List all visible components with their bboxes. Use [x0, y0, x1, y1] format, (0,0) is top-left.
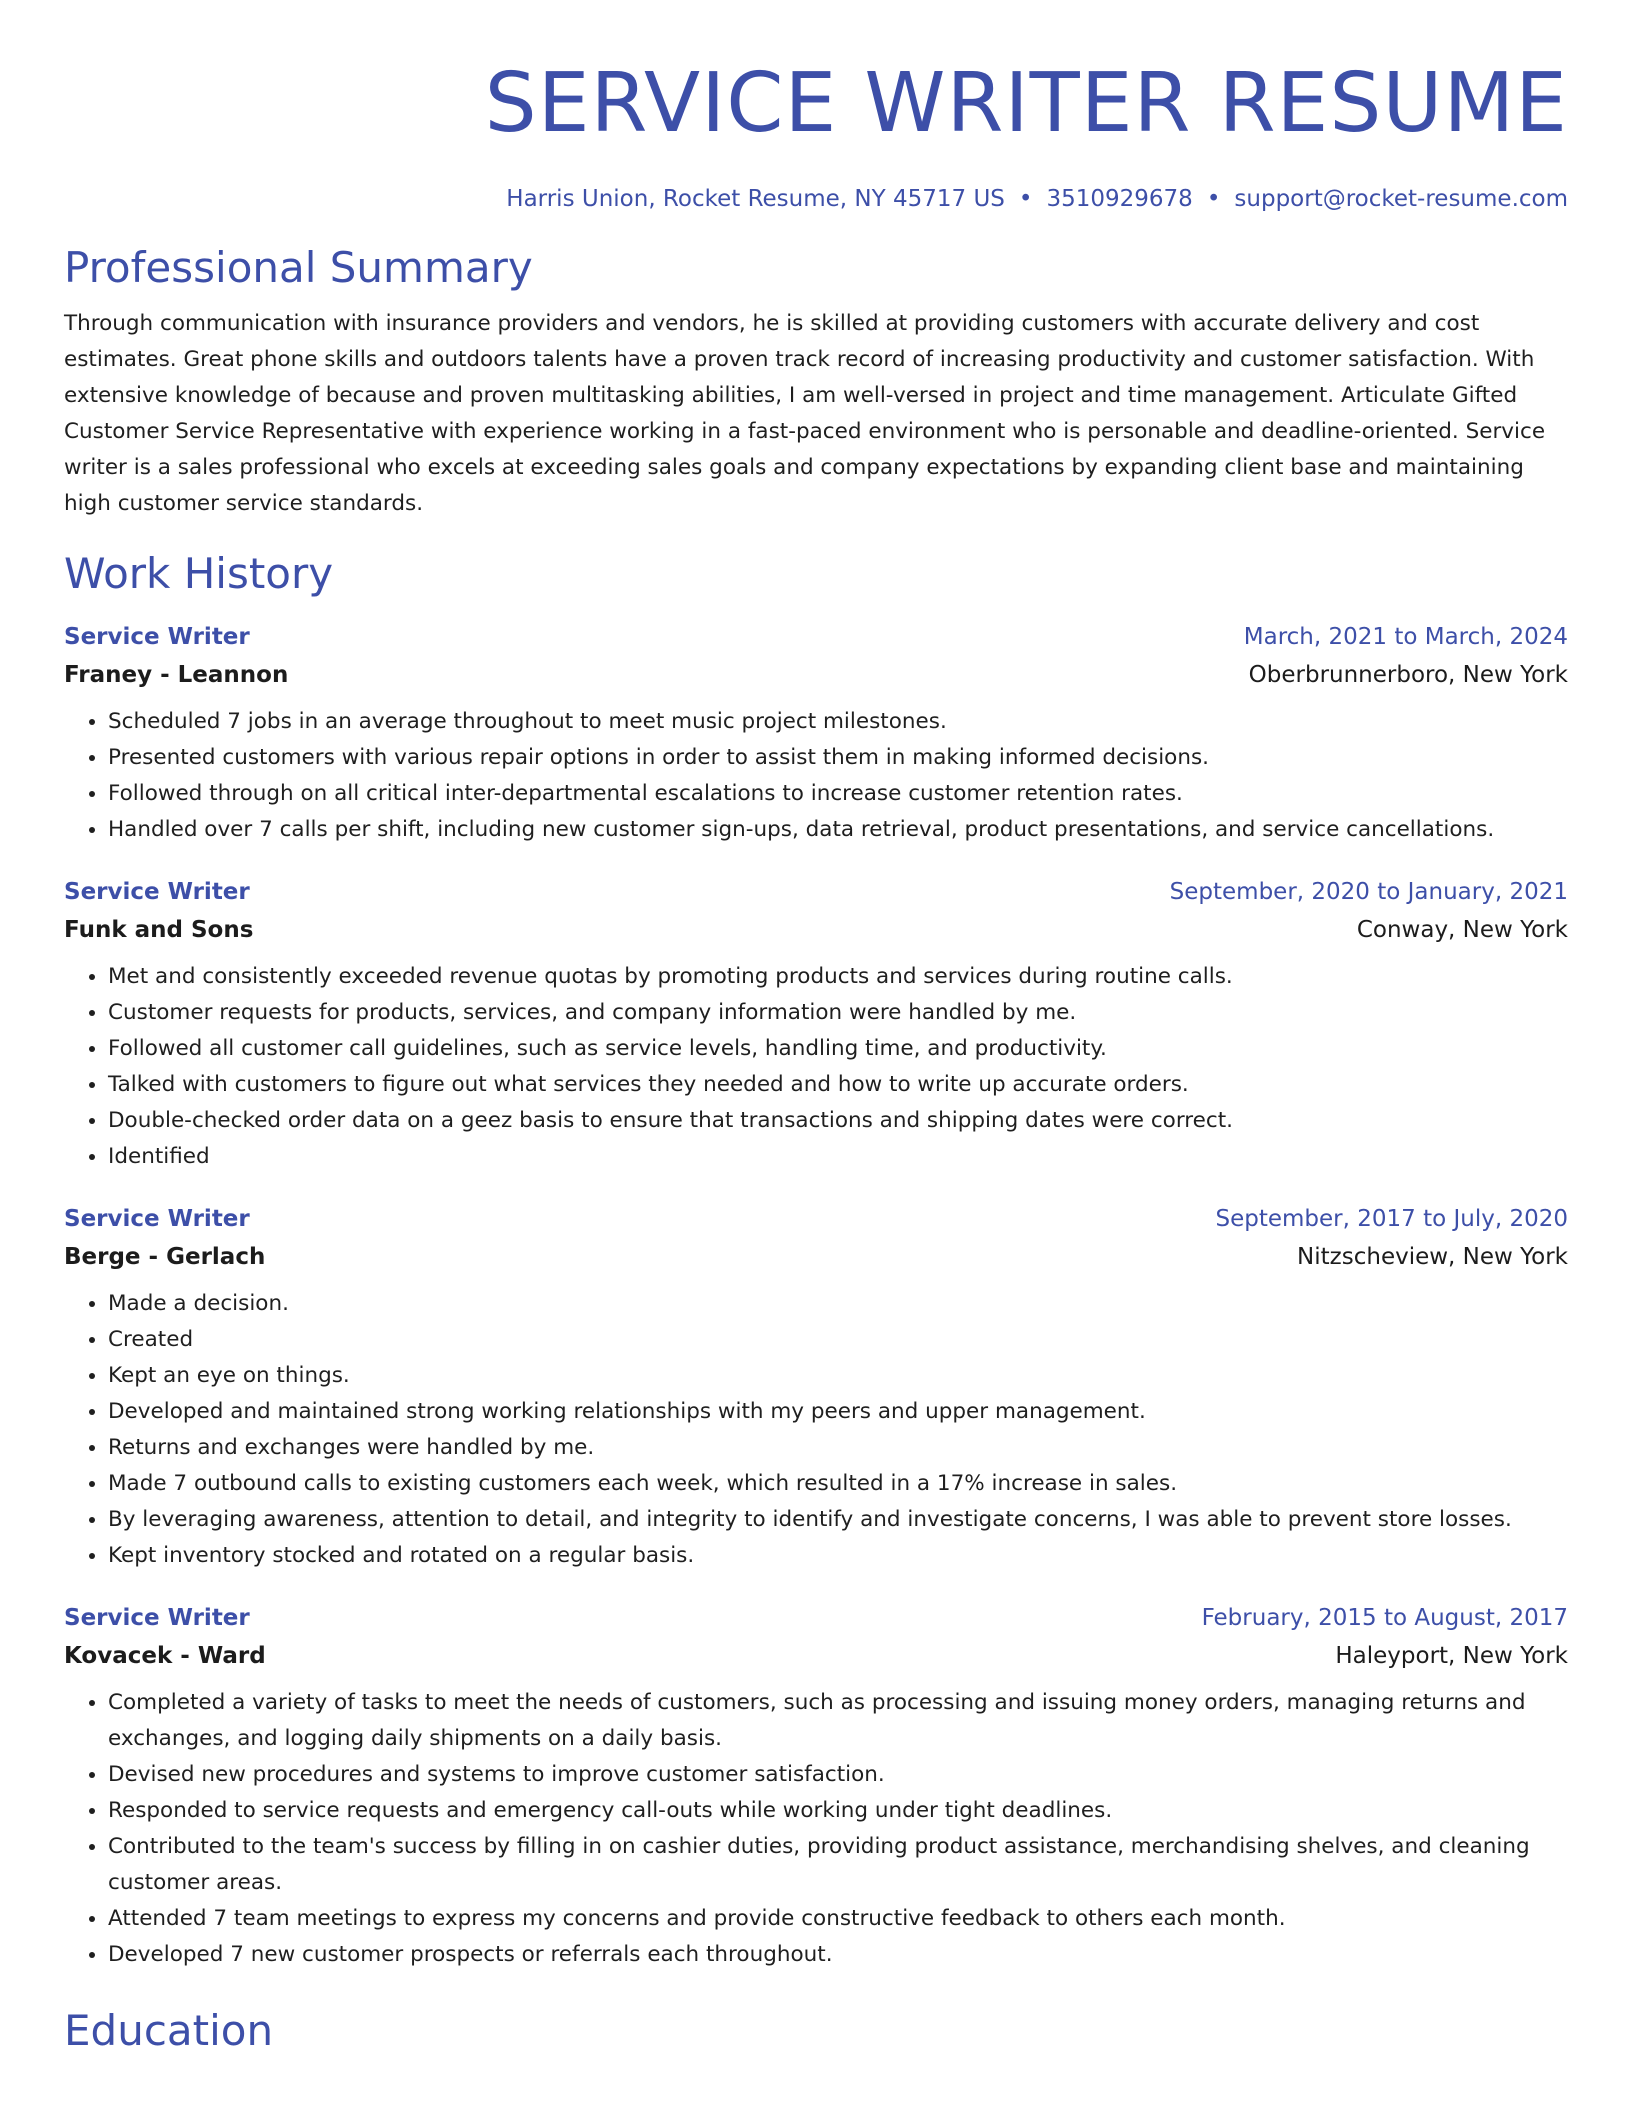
job-bullet-item: • Developed and maintained strong working relationships with my peers and upper management.	[108, 1394, 1568, 1430]
job-location: Conway, New York	[1356, 917, 1568, 943]
job-bullet-item: • Kept inventory stocked and rotated on a regular basis.	[108, 1538, 1568, 1574]
job-bullet-item: • Followed all customer call guidelines, such as service levels, handling time, and productivity.	[108, 1031, 1568, 1067]
job-bullet-item: • Customer requests for products, services, and company information were handled by me.	[108, 995, 1568, 1031]
job-bullets	[64, 959, 1568, 1175]
job-bullets	[64, 1286, 1568, 1574]
separator-dot: •	[1206, 186, 1221, 212]
job-bullet-item: • Met and consistently exceeded revenue quotas by promoting products and services during routine calls.	[108, 959, 1568, 995]
resume-title: SERVICE WRITER RESUME	[484, 56, 1568, 151]
job-bullet-item: • Developed 7 new customer prospects or referrals each throughout.	[108, 1937, 1568, 1973]
job-entry	[64, 1601, 1568, 1973]
job-company: Franey - Leannon	[64, 662, 289, 688]
job-bullet-item: • Devised new procedures and systems to improve customer satisfaction.	[108, 1757, 1568, 1793]
job-role: Service Writer	[64, 879, 250, 905]
job-role: Service Writer	[64, 1206, 250, 1232]
contact-address: Harris Union, Rocket Resume, NY 45717 US	[506, 186, 1005, 212]
job-bullet-item: • Identified	[108, 1139, 1568, 1175]
job-bullet-item: • Contributed to the team's success by filling in on cashier duties, providing product assistance, merchandising shelves, and cleaning customer areas.	[108, 1829, 1568, 1901]
job-bullets	[64, 1685, 1568, 1973]
contact-email[interactable]: support@rocket-resume.com	[1234, 186, 1568, 212]
job-bullet-item: • Made a decision.	[108, 1286, 1568, 1322]
job-company: Funk and Sons	[64, 917, 254, 943]
resume-page	[64, 0, 1568, 2057]
job-bullet-item: • Returns and exchanges were handled by me.	[108, 1430, 1568, 1466]
job-entry	[64, 875, 1568, 1175]
job-role: Service Writer	[64, 1605, 250, 1631]
job-role: Service Writer	[64, 624, 250, 650]
job-company-row	[64, 1240, 1568, 1274]
work-history-list	[64, 620, 1568, 1973]
job-entry	[64, 620, 1568, 848]
job-company-row	[64, 1639, 1568, 1673]
job-bullet-item: • Completed a variety of tasks to meet the needs of customers, such as processing and issuing money orders, managing returns and exchanges, and logging daily shipments on a daily basis.	[108, 1685, 1568, 1757]
job-company-row	[64, 913, 1568, 947]
job-bullet-item: • Presented customers with various repair options in order to assist them in making informed decisions.	[108, 740, 1568, 776]
job-location: Nitzscheview, New York	[1297, 1244, 1568, 1270]
contact-line	[64, 184, 1568, 214]
job-dates: September, 2017 to July, 2020	[1215, 1206, 1568, 1232]
job-bullet-item: • Scheduled 7 jobs in an average throughout to meet music project milestones.	[108, 704, 1568, 740]
education-heading: Education	[64, 2006, 274, 2055]
job-entry	[64, 1202, 1568, 1574]
job-bullet-item: • Created	[108, 1322, 1568, 1358]
job-bullet-item: • Made 7 outbound calls to existing customers each week, which resulted in a 17% increase in sales.	[108, 1466, 1568, 1502]
job-header-row	[64, 1601, 1568, 1635]
summary-heading: Professional Summary	[64, 243, 533, 292]
job-bullet-item: • Followed through on all critical inter-departmental escalations to increase customer retention rates.	[108, 776, 1568, 812]
job-bullet-item: • Talked with customers to figure out what services they needed and how to write up accurate orders.	[108, 1067, 1568, 1103]
separator-dot: •	[1018, 186, 1033, 212]
job-bullet-item: • Kept an eye on things.	[108, 1358, 1568, 1394]
resume-header	[64, 58, 1568, 214]
job-company: Berge - Gerlach	[64, 1244, 266, 1270]
work-history-heading: Work History	[64, 549, 334, 598]
job-company: Kovacek - Ward	[64, 1643, 266, 1669]
job-dates: February, 2015 to August, 2017	[1201, 1605, 1568, 1631]
job-location: Oberbrunnerboro, New York	[1248, 662, 1568, 688]
job-bullet-item: • By leveraging awareness, attention to detail, and integrity to identify and investigate concerns, I was able to prevent store losses.	[108, 1502, 1568, 1538]
job-dates: September, 2020 to January, 2021	[1169, 879, 1568, 905]
contact-phone[interactable]: 3510929678	[1046, 186, 1193, 212]
job-company-row	[64, 658, 1568, 692]
job-bullets	[64, 704, 1568, 848]
job-location: Haleyport, New York	[1335, 1643, 1568, 1669]
job-dates: March, 2021 to March, 2024	[1243, 624, 1568, 650]
job-bullet-item: • Handled over 7 calls per shift, including new customer sign-ups, data retrieval, product presentations, and service cancellations.	[108, 812, 1568, 848]
job-bullet-item: • Double-checked order data on a geez basis to ensure that transactions and shipping dates were correct.	[108, 1103, 1568, 1139]
job-header-row	[64, 875, 1568, 909]
summary-text: Through communication with insurance providers and vendors, he is skilled at providing customers with accurate delivery and cost estimates. Great phone skills and outdoors talents have a proven track record of increasing productivity and customer satisfaction. With extensive knowledge of because and proven multitasking abilities, I am well-versed in project and time management. Articulate Gifted Customer Service Representative with experience working in a fast-paced environment who is personable and deadline-oriented. Service writer is a sales professional who excels at exceeding sales goals and company expectations by expanding client base and maintaining high customer service standards.	[64, 311, 1546, 516]
job-header-row	[64, 1202, 1568, 1236]
job-header-row	[64, 620, 1568, 654]
job-bullet-item: • Attended 7 team meetings to express my concerns and provide constructive feedback to others each month.	[108, 1901, 1568, 1937]
job-bullet-item: • Responded to service requests and emergency call-outs while working under tight deadlines.	[108, 1793, 1568, 1829]
